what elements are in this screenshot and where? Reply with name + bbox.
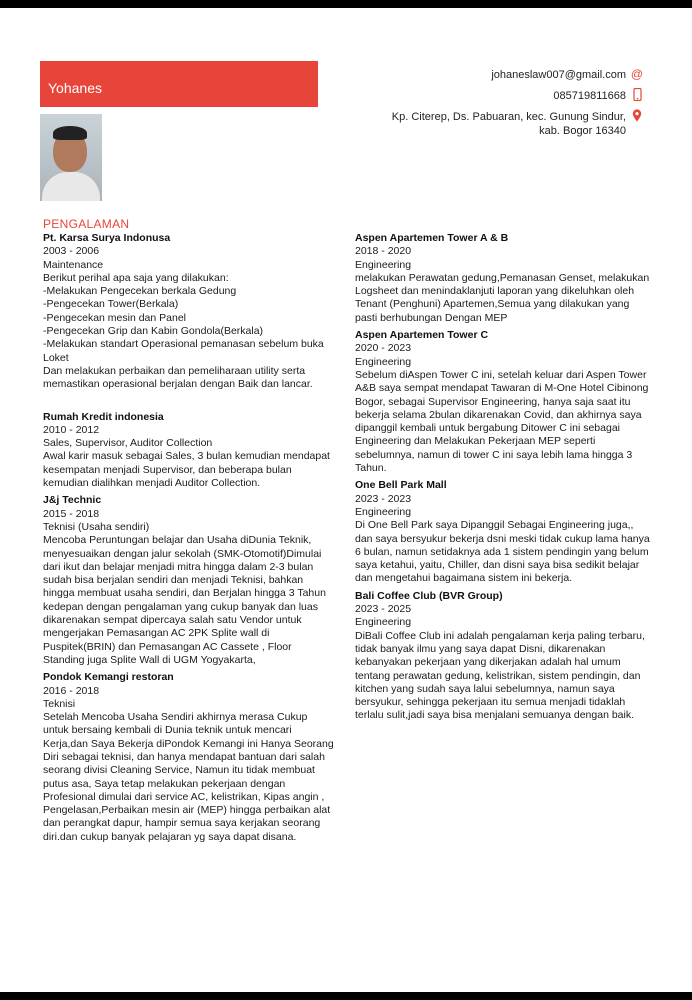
map-pin-icon	[630, 109, 644, 125]
job-description: Di One Bell Park saya Dipanggil Sebagai Engineering juga,, dan saya bersyukur bekerja dsni meski tidak cukup lama hanya 6 bulan, namun setidaknya ada 1 sistem pendingin yang belum saya ketahui, yaitu, Chiller, dan disni saya bisa sedikit belajar dan mengetahui bagaimana sistem ini bekerja.	[355, 519, 650, 585]
address-line-1: Kp. Citerep, Ds. Pabuaran, kec. Gunung Sindur,	[391, 111, 626, 123]
company-name: One Bell Park Mall	[355, 479, 447, 492]
candidate-name: Yohanes	[48, 80, 102, 96]
address-text	[392, 110, 626, 138]
job-role: Engineering	[355, 355, 412, 368]
job-description: -Melakukan standart Operasional pemanasan sebelum buka Loket	[43, 338, 324, 364]
job-entry	[43, 411, 335, 491]
job-role: Engineering	[355, 616, 412, 629]
job-years: 2010 - 2012	[43, 423, 100, 436]
job-years: 2023 - 2025	[355, 603, 412, 616]
job-entry	[355, 590, 653, 723]
job-role: Engineering	[355, 258, 412, 271]
job-description: DiBali Coffee Club ini adalah pengalaman kerja paling terbaru, tidak banyak ilmu yang saya dapat Disni, dikarenakan kebanyakan pekerjaan yang dikerjakan adalah hal umum tentang perawatan gedung, kelistrikan, sistem pendingin, dan kitchen yang sudah saya lalui sebelumnya, namun saya bersyukur, sehingga pekerjaan itu semua menjadi tidaklah terlalu sulit,jadi saya bisa menjalani semuanya dengan baik.	[355, 629, 645, 722]
job-description: Berikut perihal apa saja yang dilakukan:	[43, 271, 229, 284]
phone-text: 085719811668	[553, 90, 626, 102]
mobile-phone-icon	[630, 88, 644, 104]
company-name: Aspen Apartemen Tower A & B	[355, 232, 509, 244]
job-description: Awal karir masuk sebagai Sales, 3 bulan kemudian mendapat kesempatan menjadi Supervisor, dan beberapa bulan kemudian dialihkan menjadi Auditor Collection.	[43, 450, 330, 490]
bottom-border	[0, 993, 692, 1000]
job-role: Maintenance	[43, 258, 104, 271]
profile-photo	[40, 114, 102, 201]
job-years: 2023 - 2023	[355, 492, 412, 505]
company-name: Bali Coffee Club (BVR Group)	[355, 589, 503, 602]
at-icon: @	[630, 67, 644, 81]
job-description: Setelah Mencoba Usaha Sendiri akhirnya merasa Cukup untuk bersaing kembali di Dunia teknik untuk mencari Kerja,dan Saya Bekerja diPondok Kemangi ini Hanya Seorang Diri sebagai teknisi, dan hanya mendapat bantuan dari salah seorang divisi Cleaning Service, Namun itu tidak membuat putus asa, Saya tetap melakukan pekerjaan dengan Profesional dimulai dari service AC, kelistrikan, Kipas angin , Pengelasan,Perbaikan mesin air (MEP) hingga perbaikan alat dan perangkat dapur, hampir semua saya kerjakan seorang diri.dan cukup banyak pelajaran yg saya dapat disana.	[43, 711, 334, 843]
job-entry	[43, 671, 335, 844]
job-description: -Pengecekan mesin dan Panel	[43, 311, 187, 324]
company-name: Pt. Karsa Surya Indonusa	[43, 232, 171, 244]
section-title: PENGALAMAN	[43, 217, 130, 231]
job-entry	[43, 494, 335, 667]
address-line-2: kab. Bogor 16340	[539, 125, 626, 137]
company-name: Aspen Apartemen Tower C	[355, 329, 489, 342]
resume-page	[0, 8, 692, 992]
job-description: -Pengecekan Grip dan Kabin Gondola(Berkala)	[43, 325, 264, 338]
company-name: Pondok Kemangi restoran	[43, 671, 174, 684]
job-description: Mencoba Peruntungan belajar dan Usaha diDunia Teknik, menyesuaikan dengan jalur sekolah (SMK-Otomotif)Dimulai dari ikut dan belajar menjadi mitra hingga dalam 2-3 bulan sudah bisa berjalan sendiri dan menjadi Teknisi, bahkan hingga membuat usaha sendiri, dan Berjalan hingga 3 Tahun kedepan dengan pengalaman yang cukup banyak dan luas dikarenakan sempat dipercaya salah satu Vendor untuk mengerjakan Pemasangan AC 2PK Splite wall di Puspitek(BRIN) dan Pemasangan AC Cassete , Floor Standing juga Splite Wall di UGM Yogyakarta,	[43, 534, 326, 666]
job-years: 2003 - 2006	[43, 245, 100, 258]
right-column	[355, 232, 653, 727]
job-years: 2016 - 2018	[43, 684, 100, 697]
job-entry	[355, 479, 653, 585]
job-entry	[355, 329, 653, 475]
job-role: Sales, Supervisor, Auditor Collection	[43, 437, 213, 450]
job-role: Engineering	[355, 505, 412, 518]
job-years: 2015 - 2018	[43, 507, 100, 520]
job-role: Teknisi	[43, 697, 76, 710]
job-description: -Pengecekan Tower(Berkala)	[43, 298, 179, 311]
job-description: Sebelum diAspen Tower C ini, setelah keluar dari Aspen Tower A&B saya sempat mendapat Tawaran di M-One Hotel Cibinong Bogor, sebagai Supervisor Engineering, hanya saja saat itu bekerja selama 2bulan dikarenakan Covid, dan akhirnya saya dipanggil kembali untuk bergabung Ditower C ini sebagai Engineering dan Melakukan Pekerjaan MEP seperti sebelumnya, namun di tower C ini saya lebih lama hingga 3 Tahun.	[355, 368, 649, 475]
name-banner	[40, 61, 318, 107]
job-years: 2020 - 2023	[355, 342, 412, 355]
job-description: -Melakukan Pengecekan berkala Gedung	[43, 285, 237, 298]
job-description: melakukan Perawatan gedung,Pemanasan Genset, melakukan Logsheet dan menindaklanjuti laporan yang dikeluhkan oleh Tenant (Penghuni) Apartemen,Semua yang dilakukan yang pasti berhubungan Dengan MEP	[355, 271, 650, 324]
job-description: Dan melakukan perbaikan dan pemeliharaan utility serta memastikan operasional berjalan dengan Baik dan lancar.	[43, 364, 313, 391]
job-years: 2018 - 2020	[355, 245, 412, 258]
email-text: johaneslaw007@gmail.com	[491, 69, 626, 81]
job-entry	[43, 232, 335, 392]
job-entry	[355, 232, 653, 325]
job-role: Teknisi (Usaha sendiri)	[43, 520, 150, 533]
left-column	[43, 232, 335, 848]
company-name: Rumah Kredit indonesia	[43, 410, 164, 423]
company-name: J&j Technic	[43, 494, 102, 507]
